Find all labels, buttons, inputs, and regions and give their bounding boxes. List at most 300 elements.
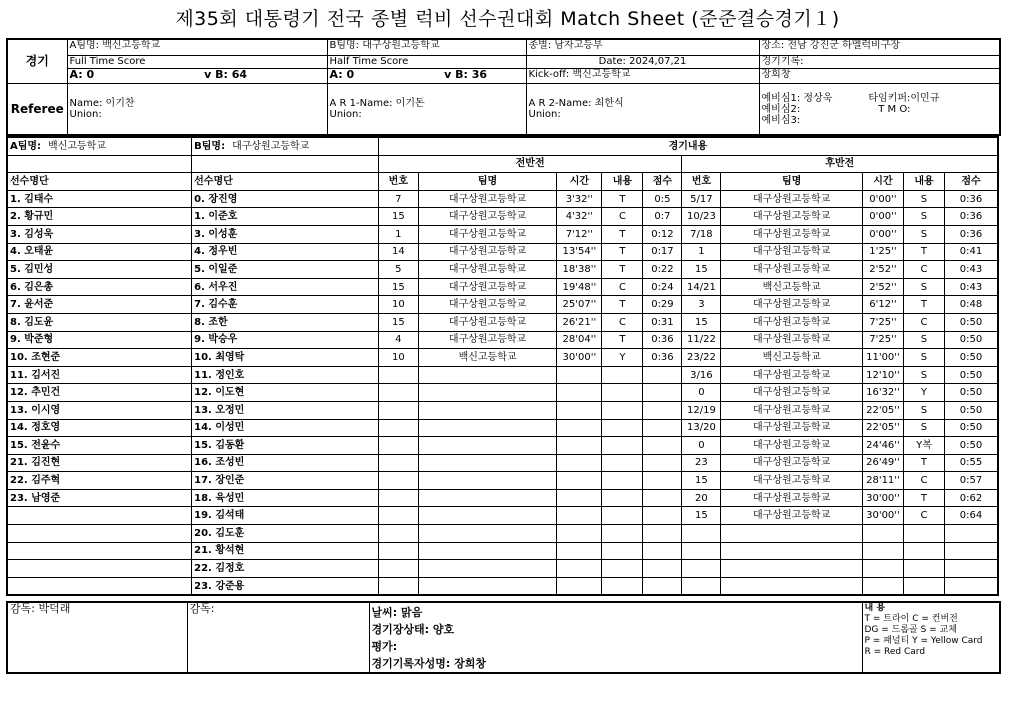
player-a: 2. 황규민 (7, 208, 192, 226)
second-half-event-cell: 대구상원고등학교 (721, 366, 863, 384)
second-half-event-cell: 15 (682, 313, 721, 331)
player-a: 11. 김서진 (7, 366, 192, 384)
second-half-event-cell: S (903, 419, 944, 437)
second-half-event-cell: 15 (682, 472, 721, 490)
player-b: 12. 이도현 (192, 384, 379, 402)
first-half-event-cell: 0:22 (643, 261, 682, 279)
second-half-event-cell: S (903, 225, 944, 243)
first-half-event-cell: 14 (378, 243, 418, 261)
player-b: 8. 조한 (192, 313, 379, 331)
player-b: 9. 박승우 (192, 331, 379, 349)
first-half-event-cell: 1 (378, 225, 418, 243)
second-half-event-cell (682, 542, 721, 560)
first-half-event-cell (418, 454, 556, 472)
second-half-event-cell (903, 560, 944, 578)
first-half-event-cell: 0:36 (643, 331, 682, 349)
second-half-event-cell: 20 (682, 489, 721, 507)
first-half-event-cell (378, 560, 418, 578)
first-half-event-cell (378, 419, 418, 437)
second-half-event-cell: 30'00'' (862, 507, 903, 525)
first-half-event-cell: 대구상원고등학교 (418, 278, 556, 296)
player-a: 6. 김은총 (7, 278, 192, 296)
first-half-event-cell: T (602, 243, 643, 261)
first-half-event-cell (418, 472, 556, 490)
second-half-event-cell: 26'49'' (862, 454, 903, 472)
second-half-event-cell: C (903, 472, 944, 490)
table-row (7, 296, 998, 314)
first-half-event-cell: 3'32'' (557, 190, 602, 208)
second-half-event-cell: 대구상원고등학교 (721, 384, 863, 402)
second-half-event-cell: 0:50 (945, 384, 999, 402)
ar1-cell: A R 1-Name: 이기돈 Union: (327, 84, 526, 135)
first-half-event-cell (602, 489, 643, 507)
table-row (7, 577, 998, 595)
record-label: 경기기록: (759, 55, 1000, 69)
first-half-event-cell (602, 525, 643, 543)
second-half-event-cell: 3/16 (682, 366, 721, 384)
first-half-event-cell: 25'07'' (557, 296, 602, 314)
col-score: 점수 (643, 173, 682, 191)
second-half-event-cell: 0:50 (945, 313, 999, 331)
second-half-event-cell: 0:50 (945, 331, 999, 349)
second-half-event-cell: 24'46'' (862, 437, 903, 455)
second-half-event-cell: S (903, 278, 944, 296)
second-half-event-cell: 0:64 (945, 507, 999, 525)
second-half-label: 후반전 (682, 155, 998, 173)
col-time: 시간 (557, 173, 602, 191)
player-b: 22. 김정호 (192, 560, 379, 578)
second-half-event-cell: Y복 (903, 437, 944, 455)
first-half-event-cell (418, 560, 556, 578)
first-half-event-cell (378, 507, 418, 525)
second-half-event-cell: 0:48 (945, 296, 999, 314)
second-half-event-cell: 5/17 (682, 190, 721, 208)
second-half-event-cell (721, 525, 863, 543)
table-row (7, 419, 998, 437)
second-half-event-cell (903, 577, 944, 595)
second-half-event-cell: 대구상원고등학교 (721, 313, 863, 331)
full-time-score: A: 0 v B: 64 (67, 69, 327, 84)
first-half-event-cell (378, 437, 418, 455)
first-half-event-cell (643, 401, 682, 419)
second-half-event-cell: 14/21 (682, 278, 721, 296)
first-half-event-cell: 0:36 (643, 349, 682, 367)
second-half-event-cell: C (903, 261, 944, 279)
second-half-event-cell (721, 577, 863, 595)
second-half-event-cell (862, 525, 903, 543)
referee-cell: Name: 이기찬 Union: (67, 84, 327, 135)
player-b: 23. 강준용 (192, 577, 379, 595)
first-half-event-cell: T (602, 261, 643, 279)
second-half-event-cell: 15 (682, 261, 721, 279)
second-half-event-cell (862, 577, 903, 595)
first-half-event-cell (643, 472, 682, 490)
first-half-event-cell (643, 437, 682, 455)
second-half-event-cell: 16'32'' (862, 384, 903, 402)
first-half-event-cell: 7'12'' (557, 225, 602, 243)
second-half-event-cell: 22'05'' (862, 419, 903, 437)
table-row (7, 507, 998, 525)
first-half-event-cell: Y (602, 349, 643, 367)
first-half-event-cell (418, 507, 556, 525)
first-half-event-cell: 대구상원고등학교 (418, 313, 556, 331)
second-half-event-cell: S (903, 349, 944, 367)
second-half-event-cell: 15 (682, 507, 721, 525)
second-half-event-cell: 대구상원고등학교 (721, 243, 863, 261)
first-half-event-cell (418, 419, 556, 437)
first-half-event-cell (378, 525, 418, 543)
second-half-event-cell (862, 560, 903, 578)
referee-label: Referee (7, 84, 67, 135)
table-row (7, 366, 998, 384)
first-half-event-cell (643, 525, 682, 543)
second-half-event-cell: 대구상원고등학교 (721, 225, 863, 243)
second-half-event-cell: 28'11'' (862, 472, 903, 490)
second-half-event-cell: 0:57 (945, 472, 999, 490)
first-half-event-cell (643, 560, 682, 578)
first-half-event-cell (643, 489, 682, 507)
col-no: 번호 (378, 173, 418, 191)
player-b: 6. 서우진 (192, 278, 379, 296)
player-b: 14. 이성민 (192, 419, 379, 437)
player-a: 22. 김주혁 (7, 472, 192, 490)
second-half-event-cell: 23/22 (682, 349, 721, 367)
first-half-event-cell (378, 384, 418, 402)
table-row (7, 331, 998, 349)
second-half-event-cell: T (903, 243, 944, 261)
second-half-event-cell: 1 (682, 243, 721, 261)
second-half-event-cell: 12'10'' (862, 366, 903, 384)
first-half-event-cell: 15 (378, 278, 418, 296)
second-half-event-cell: T (903, 489, 944, 507)
player-b: 13. 오정민 (192, 401, 379, 419)
col-no: 번호 (682, 173, 721, 191)
second-half-event-cell: 0 (682, 437, 721, 455)
first-half-event-cell: 13'54'' (557, 243, 602, 261)
second-half-event-cell (903, 542, 944, 560)
player-a: 15. 전윤수 (7, 437, 192, 455)
table-row (7, 278, 998, 296)
player-a: 5. 김민성 (7, 261, 192, 279)
second-half-event-cell: S (903, 331, 944, 349)
first-half-event-cell (602, 454, 643, 472)
player-a (7, 525, 192, 543)
second-half-event-cell: 0:50 (945, 401, 999, 419)
second-half-event-cell: 0:50 (945, 366, 999, 384)
first-half-event-cell (418, 542, 556, 560)
first-half-event-cell (602, 577, 643, 595)
first-half-event-cell: 19'48'' (557, 278, 602, 296)
second-half-event-cell: 0 (682, 384, 721, 402)
half-time-label: Half Time Score (327, 55, 526, 69)
player-b: 15. 김동환 (192, 437, 379, 455)
first-half-event-cell (557, 401, 602, 419)
first-half-event-cell (557, 419, 602, 437)
second-half-event-cell: 0:36 (945, 225, 999, 243)
col-player-b: 선수명단 (192, 173, 379, 191)
player-a: 23. 남영준 (7, 489, 192, 507)
first-half-event-cell (418, 525, 556, 543)
table-row (7, 437, 998, 455)
col-team: 팀명 (721, 173, 863, 191)
second-half-event-cell: 0:55 (945, 454, 999, 472)
second-half-event-cell: 6'12'' (862, 296, 903, 314)
player-a: 8. 김도윤 (7, 313, 192, 331)
table-row (7, 542, 998, 560)
first-half-event-cell: 5 (378, 261, 418, 279)
first-half-event-cell (557, 366, 602, 384)
first-half-event-cell: 0:7 (643, 208, 682, 226)
col-score: 점수 (945, 173, 999, 191)
second-half-event-cell: Y (903, 384, 944, 402)
first-half-event-cell: 4 (378, 331, 418, 349)
second-half-event-cell: S (903, 401, 944, 419)
table-row (7, 313, 998, 331)
first-half-event-cell: 0:17 (643, 243, 682, 261)
second-half-event-cell (945, 577, 999, 595)
first-half-event-cell (378, 489, 418, 507)
col-type: 내용 (602, 173, 643, 191)
player-b: 11. 정인호 (192, 366, 379, 384)
first-half-event-cell: 대구상원고등학교 (418, 225, 556, 243)
second-half-event-cell (945, 525, 999, 543)
second-half-event-cell: S (903, 190, 944, 208)
player-a: 3. 김성욱 (7, 225, 192, 243)
player-a (7, 507, 192, 525)
first-half-event-cell: C (602, 278, 643, 296)
col-type: 내용 (903, 173, 944, 191)
player-b: 3. 이성훈 (192, 225, 379, 243)
first-half-event-cell: C (602, 208, 643, 226)
table-row (7, 349, 998, 367)
teamA-cell: A팀명: 백신고등학교 (67, 39, 327, 55)
table-row (7, 261, 998, 279)
first-half-event-cell (557, 542, 602, 560)
game-label: 경기 (7, 39, 67, 84)
second-half-event-cell: 대구상원고등학교 (721, 472, 863, 490)
second-half-event-cell: 2'52'' (862, 261, 903, 279)
first-half-event-cell (557, 525, 602, 543)
first-half-event-cell (378, 472, 418, 490)
player-a (7, 542, 192, 560)
table-row (7, 225, 998, 243)
second-half-event-cell: 1'25'' (862, 243, 903, 261)
first-half-event-cell (602, 437, 643, 455)
first-half-event-cell (602, 542, 643, 560)
footer-table (6, 601, 1001, 674)
second-half-event-cell: 백신고등학교 (721, 349, 863, 367)
second-half-event-cell: 10/23 (682, 208, 721, 226)
player-b: 19. 김석태 (192, 507, 379, 525)
first-half-event-cell (643, 507, 682, 525)
player-a: 14. 정호영 (7, 419, 192, 437)
first-half-event-cell (418, 577, 556, 595)
player-a (7, 560, 192, 578)
half-time-score: A: 0 v B: 36 (327, 69, 526, 84)
first-half-event-cell (378, 454, 418, 472)
player-b: 0. 장진영 (192, 190, 379, 208)
coachA: 감독: 박덕래 (7, 602, 187, 673)
table-row (7, 190, 998, 208)
first-half-event-cell: 대구상원고등학교 (418, 243, 556, 261)
first-half-event-cell: 10 (378, 349, 418, 367)
player-b: 10. 최영탁 (192, 349, 379, 367)
player-b: 5. 이일준 (192, 261, 379, 279)
first-half-event-cell: 18'38'' (557, 261, 602, 279)
kickoff: Kick-off: 백신고등학교 (526, 69, 759, 84)
first-half-event-cell: 0:31 (643, 313, 682, 331)
player-a: 12. 추민건 (7, 384, 192, 402)
second-half-event-cell: 백신고등학교 (721, 278, 863, 296)
first-half-event-cell (557, 437, 602, 455)
second-half-event-cell: 대구상원고등학교 (721, 507, 863, 525)
first-half-event-cell (602, 366, 643, 384)
first-half-event-cell: T (602, 296, 643, 314)
legend: 내 용 T = 트라이 C = 컨버전 DG = 드롭골 S = 교체 P = 패널티 Y = Yellow Card R = Red Card (862, 602, 1000, 673)
table-row (7, 243, 998, 261)
second-half-event-cell: T (903, 296, 944, 314)
first-half-event-cell: 백신고등학교 (418, 349, 556, 367)
first-half-event-cell (643, 366, 682, 384)
teamA-name: 백신고등학교 (102, 40, 161, 51)
first-half-event-cell: 10 (378, 296, 418, 314)
second-half-event-cell: 0:50 (945, 349, 999, 367)
first-half-event-cell (418, 366, 556, 384)
second-half-event-cell: 대구상원고등학교 (721, 208, 863, 226)
recorder-name: 장희창 (759, 69, 1000, 84)
player-b: 18. 육성민 (192, 489, 379, 507)
second-half-event-cell: 13/20 (682, 419, 721, 437)
second-half-event-cell: 11/22 (682, 331, 721, 349)
second-half-event-cell: 0'00'' (862, 190, 903, 208)
first-half-event-cell: T (602, 190, 643, 208)
first-half-event-cell (643, 542, 682, 560)
second-half-event-cell: 2'52'' (862, 278, 903, 296)
second-half-event-cell: 11'00'' (862, 349, 903, 367)
second-half-event-cell: 대구상원고등학교 (721, 296, 863, 314)
first-half-label: 전반전 (378, 155, 682, 173)
second-half-event-cell (721, 560, 863, 578)
first-half-event-cell: 4'32'' (557, 208, 602, 226)
second-half-event-cell: 7/18 (682, 225, 721, 243)
first-half-event-cell: T (602, 331, 643, 349)
player-b: 20. 김도훈 (192, 525, 379, 543)
second-half-event-cell: 0:36 (945, 208, 999, 226)
second-half-event-cell: 대구상원고등학교 (721, 331, 863, 349)
col-player-a: 선수명단 (7, 173, 192, 191)
roster-teamB: B팀명: 대구상원고등학교 (192, 137, 379, 155)
second-half-event-cell: 대구상원고등학교 (721, 489, 863, 507)
first-half-event-cell: T (602, 225, 643, 243)
venue-cell: 장소: 전남 강진군 하멜럭비구장 (759, 39, 1000, 55)
player-b: 17. 장인준 (192, 472, 379, 490)
first-half-event-cell (418, 401, 556, 419)
full-time-label: Full Time Score (67, 55, 327, 69)
second-half-event-cell (721, 542, 863, 560)
second-half-event-cell (945, 560, 999, 578)
first-half-event-cell (557, 577, 602, 595)
table-row (7, 208, 998, 226)
first-half-event-cell (602, 560, 643, 578)
match-notes: 날씨: 맑음 경기장상태: 양호 평가: 경기기록자성명: 장희창 (369, 602, 862, 673)
player-a: 13. 이시영 (7, 401, 192, 419)
page-title: 제35회 대통령기 전국 종별 럭비 선수권대회 Match Sheet (준준결승경기１) (175, 8, 840, 30)
second-half-event-cell (682, 577, 721, 595)
second-half-event-cell: 22'05'' (862, 401, 903, 419)
first-half-event-cell (602, 419, 643, 437)
first-half-event-cell: 0:5 (643, 190, 682, 208)
table-row (7, 560, 998, 578)
second-half-event-cell: 대구상원고등학교 (721, 401, 863, 419)
first-half-event-cell (643, 384, 682, 402)
first-half-event-cell: 대구상원고등학교 (418, 296, 556, 314)
second-half-event-cell: S (903, 366, 944, 384)
first-half-event-cell (602, 472, 643, 490)
second-half-event-cell: 대구상원고등학교 (721, 454, 863, 472)
player-a: 21. 김진현 (7, 454, 192, 472)
second-half-event-cell: 대구상원고등학교 (721, 419, 863, 437)
second-half-event-cell: 3 (682, 296, 721, 314)
player-b: 16. 조성빈 (192, 454, 379, 472)
second-half-event-cell (862, 542, 903, 560)
second-half-event-cell (903, 525, 944, 543)
second-half-event-cell: 0:43 (945, 261, 999, 279)
first-half-event-cell (418, 437, 556, 455)
table-row (7, 472, 998, 490)
table-row (7, 489, 998, 507)
first-half-event-cell (557, 454, 602, 472)
first-half-event-cell (643, 419, 682, 437)
first-half-event-cell (557, 489, 602, 507)
first-half-event-cell (557, 560, 602, 578)
officials-cell: 예비심1: 정상욱 타임키퍼:이민규 예비심2: T M O: 예비심3: (759, 84, 1000, 135)
first-half-event-cell (643, 454, 682, 472)
first-half-event-cell: 0:24 (643, 278, 682, 296)
first-half-event-cell (602, 401, 643, 419)
first-half-event-cell: 30'00'' (557, 349, 602, 367)
first-half-event-cell: 15 (378, 208, 418, 226)
first-half-event-cell (557, 507, 602, 525)
first-half-event-cell: 대구상원고등학교 (418, 190, 556, 208)
second-half-event-cell: C (903, 313, 944, 331)
first-half-event-cell (378, 542, 418, 560)
roster-teamA: A팀명: 백신고등학교 (7, 137, 192, 155)
player-b: 1. 이준호 (192, 208, 379, 226)
first-half-event-cell: C (602, 313, 643, 331)
first-half-event-cell (418, 489, 556, 507)
table-row (7, 454, 998, 472)
first-half-event-cell (643, 577, 682, 595)
second-half-event-cell: 30'00'' (862, 489, 903, 507)
second-half-event-cell (682, 560, 721, 578)
first-half-event-cell (557, 472, 602, 490)
second-half-event-cell: 대구상원고등학교 (721, 437, 863, 455)
table-row (7, 525, 998, 543)
first-half-event-cell (602, 384, 643, 402)
second-half-event-cell: 대구상원고등학교 (721, 190, 863, 208)
player-b: 21. 황석현 (192, 542, 379, 560)
first-half-event-cell: 15 (378, 313, 418, 331)
first-half-event-cell (557, 384, 602, 402)
second-half-event-cell: 7'25'' (862, 313, 903, 331)
second-half-event-cell: 0:41 (945, 243, 999, 261)
ar2-cell: A R 2-Name: 최한식 Union: (526, 84, 759, 135)
first-half-event-cell (378, 366, 418, 384)
first-half-event-cell: 7 (378, 190, 418, 208)
second-half-event-cell: 0:50 (945, 419, 999, 437)
second-half-event-cell: 0:50 (945, 437, 999, 455)
first-half-event-cell (378, 577, 418, 595)
